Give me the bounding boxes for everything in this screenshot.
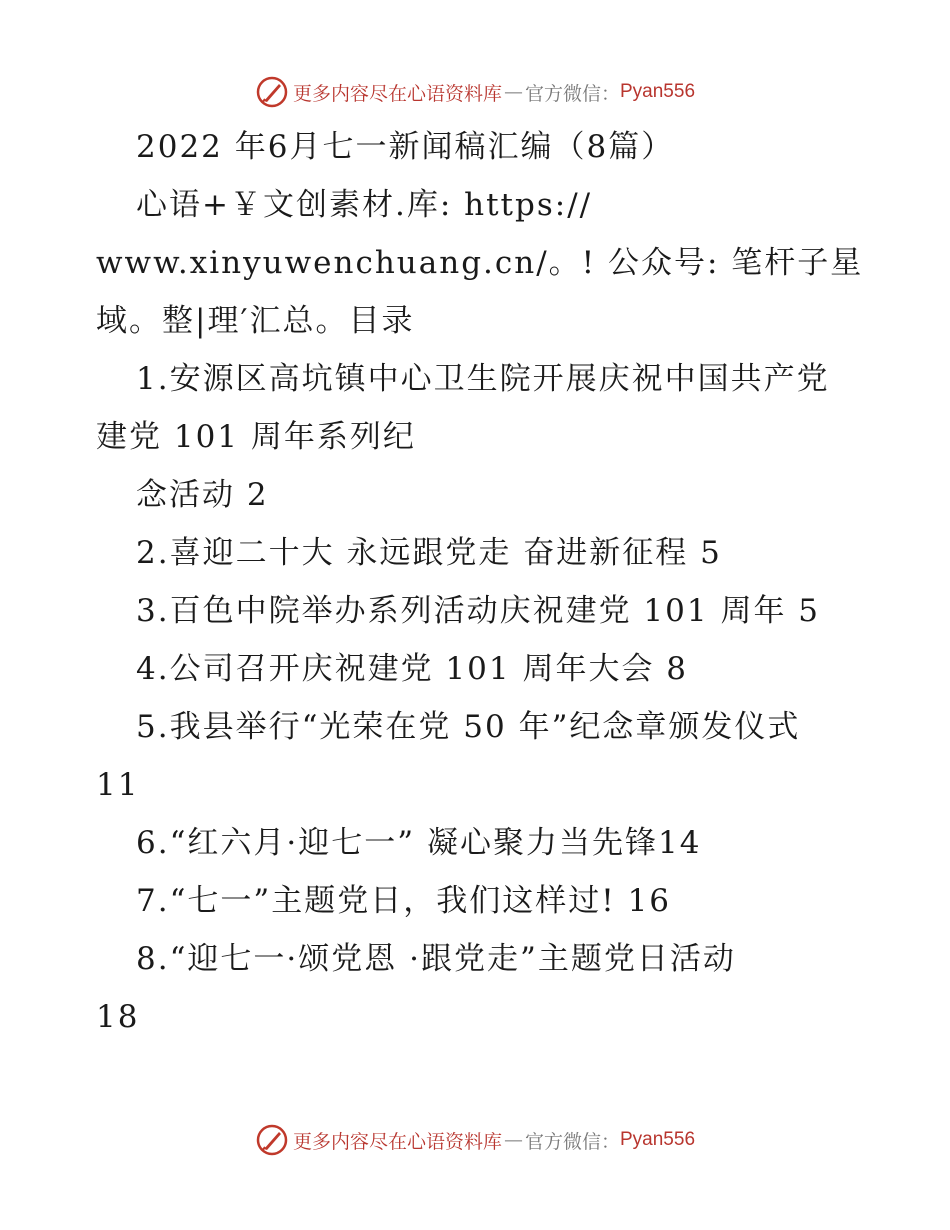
toc-line: 2.喜迎二十大 永远跟党走 奋进新征程 5 [136,535,722,571]
toc-line: 5.我县举行“光荣在党 50 年”纪念章颁发仪式 [136,709,801,745]
toc-line: 建党 101 周年系列纪 [96,419,416,455]
watermark-banner-top [0,72,950,112]
quill-logo-icon [255,75,289,109]
watermark-separator: — [503,1129,523,1151]
watermark-banner-bottom [0,1120,950,1160]
watermark-text: 更多内容尽在心语资料库 [292,82,502,105]
toc-line: 8.“迎七一·颂党恩 ·跟党走”主题党日活动 [136,941,736,977]
toc-line: 18 [96,999,140,1035]
watermark-text: 更多内容尽在心语资料库 [292,1130,502,1153]
intro-line: 心语+￥文创素材.库: https:// [136,187,593,223]
intro-line: 域。整|理′汇总。目录 [96,303,415,339]
toc-line: 11 [96,767,140,803]
toc-line: 念活动 2 [136,477,269,513]
quill-logo-icon [255,1123,289,1157]
document-body [96,118,864,1046]
watermark-official-label: 官方微信： [524,82,620,105]
toc-line: 6.“红六月·迎七一” 凝心聚力当先锋14 [136,825,702,861]
toc-line: 1.安源区高坑镇中心卫生院开展庆祝中国共产党 [136,361,830,397]
toc-line: 4.公司召开庆祝建党 101 周年大会 8 [136,651,689,687]
intro-line: www.xinyuwenchuang.cn/。! 公众号: 笔杆子星 [96,245,864,281]
document-title: 2022 年6月七一新闻稿汇编（8篇） [136,129,675,165]
watermark-wechat-id: Pyan556 [620,81,696,102]
watermark-official-label: 官方微信： [524,1130,620,1153]
watermark-separator: — [503,81,523,103]
toc-line: 7.“七一”主题党日，我们这样过! 16 [136,883,672,919]
toc-line: 3.百色中院举办系列活动庆祝建党 101 周年 5 [136,593,821,629]
watermark-wechat-id: Pyan556 [620,1129,696,1150]
